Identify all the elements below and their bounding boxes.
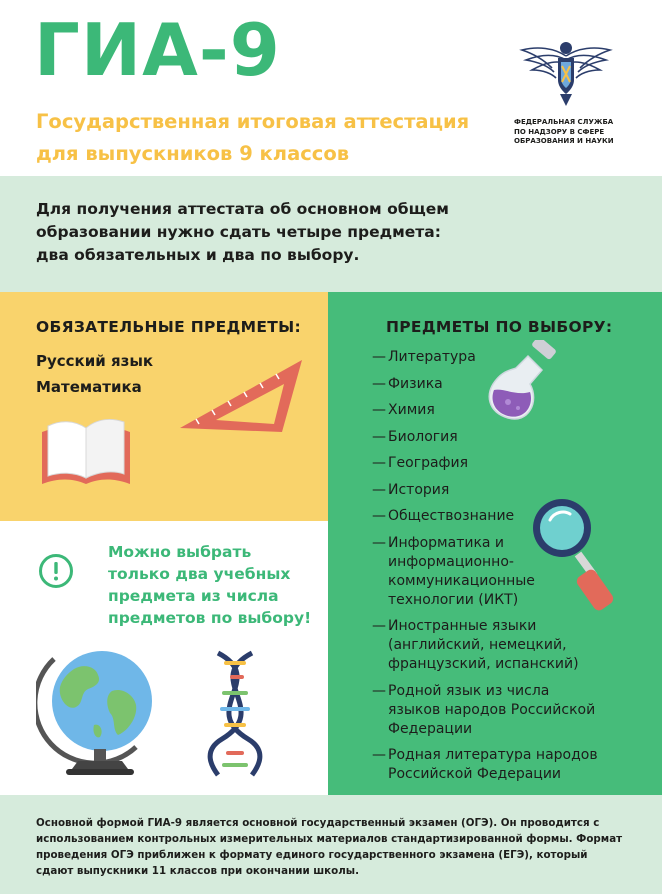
header [0, 0, 662, 176]
exclamation-circle-icon [38, 553, 74, 589]
dna-icon [188, 649, 284, 779]
intro-section [0, 176, 662, 292]
list-item: — География [372, 455, 469, 471]
agency-name: ФЕДЕРАЛЬНАЯ СЛУЖБА ПО НАДЗОРУ В СФЕРЕ ОБРАЗОВАНИЯ И НАУКИ [514, 118, 614, 145]
page-subtitle: Государственная итоговая аттестация для выпускников 9 классов [36, 110, 470, 165]
globe-icon [36, 639, 168, 785]
list-item: — Родная литература народов Российской Федерации [372, 747, 598, 782]
list-item: — История [372, 481, 450, 498]
list-item: — Обществознание [372, 508, 515, 524]
list-item: — Информатика и информационно-коммуникационные технологии (ИКТ) [372, 534, 535, 608]
elective-subjects-panel [328, 292, 662, 795]
list-item: — Иностранные языки (английский, немецкий, французский, испанский) [372, 618, 579, 672]
list-item: — Родной язык из числа языков народов Российской Федерации [372, 682, 596, 737]
list-item: Русский язык [36, 352, 154, 370]
list-item: — Литература [372, 349, 476, 365]
intro-text: Для получения аттестата об основном общем образовании нужно сдать четыре предмета: два обязательных и два по выбору. [36, 200, 449, 264]
rosobrnadzor-emblem-icon [518, 36, 614, 112]
list-item: — Химия [372, 402, 435, 418]
mandatory-list [36, 348, 153, 400]
choice-note-panel [0, 521, 328, 795]
list-item: — Физика [372, 375, 443, 392]
elective-title: ПРЕДМЕТЫ ПО ВЫБОРУ: [386, 318, 613, 336]
note-text: Можно выбрать только два учебных предмета из числа предметов по выбору! [108, 543, 312, 627]
elective-list [372, 348, 642, 792]
list-item: — Биология [372, 428, 458, 445]
set-square-icon [176, 352, 308, 436]
mandatory-subjects-panel [0, 292, 328, 521]
open-book-icon [38, 410, 134, 490]
page-title: ГИА-9 [34, 8, 281, 92]
list-item: Математика [36, 378, 142, 396]
mandatory-title: ОБЯЗАТЕЛЬНЫЕ ПРЕДМЕТЫ: [36, 318, 301, 336]
footer-text: Основной формой ГИА-9 является основной государственный экзамен (ОГЭ). Он проводится с использованием контрольных измерительных материалов стандартизированной формы. Формат проведения ОГЭ приближен к формату единого государственного экзамена (ЕГЭ), который сдают выпускники 11 классов при окончании школы. [36, 817, 623, 877]
footer [0, 795, 662, 894]
